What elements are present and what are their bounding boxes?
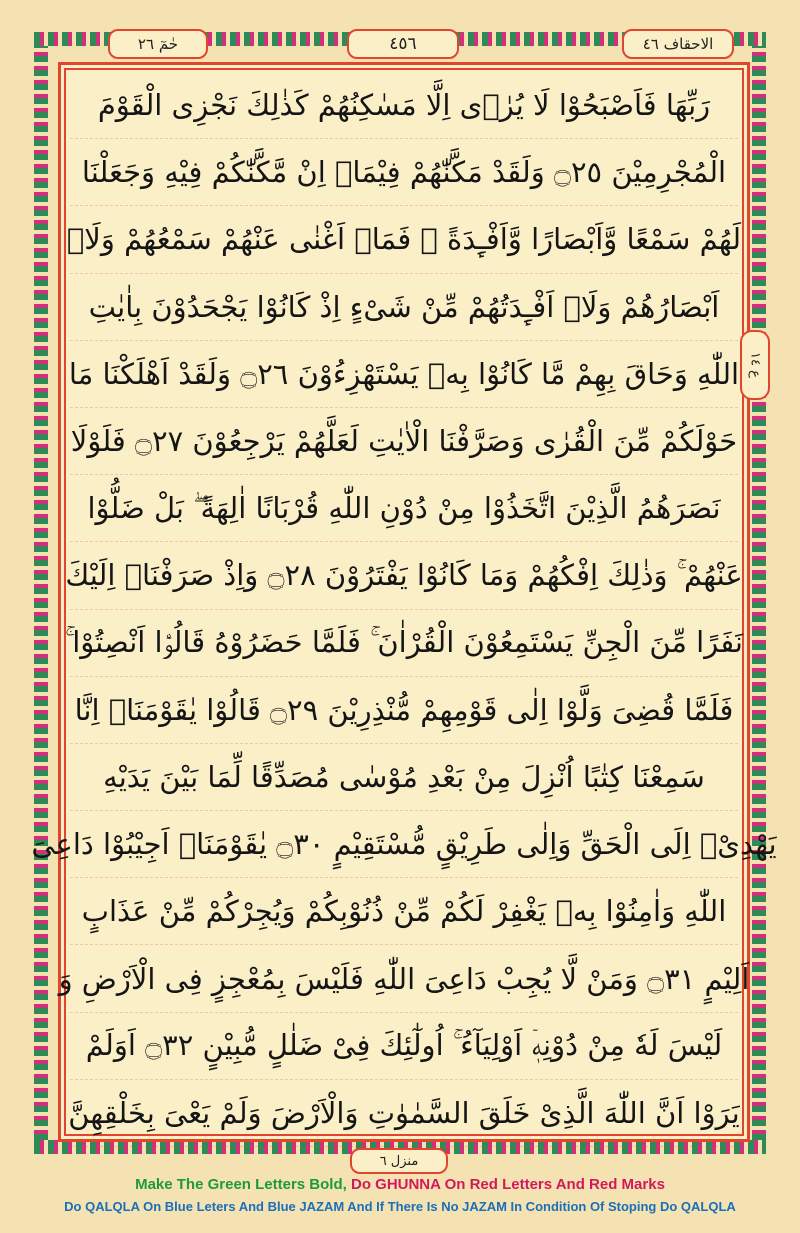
page-header [62, 25, 738, 59]
ayah-line-12: يَهْدِىْۤ اِلَى الْحَقِّ وَاِلٰى طَرِيْقٍ مُّسْتَقِيْمٍ ۝٣٠ يٰقَوْمَنَاۤ اَجِيْبُوْا دَاعِىَ [70, 811, 738, 878]
tajweed-instruction-2: Do QALQLA On Blue Leters And Blue JAZAM And If There Is No JAZAM In Condition Of Stoping Do QALQLA [64, 1199, 736, 1214]
ayah-line-4: اَبْصَارُهُمْ وَلَاۤ اَفْـِٕدَتُهُمْ مِّنْ شَىْءٍ اِذْ كَانُوْا يَجْحَدُوْنَ بِاٰيٰتِ [70, 274, 738, 341]
page-number: ٤٥٦ [347, 29, 459, 59]
tajweed-instruction-1 [0, 1176, 800, 1193]
ayah-line-6: حَوْلَكُمْ مِّنَ الْقُرٰى وَصَرَّفْنَا الْاٰيٰتِ لَعَلَّهُمْ يَرْجِعُوْنَ ۝٢٧ فَلَوْلَا [70, 408, 738, 475]
ayah-line-16: يَرَوْا اَنَّ اللّٰهَ الَّذِىْ خَلَقَ السَّمٰوٰتِ وَالْاَرْضَ وَلَمْ يَعْىَ بِخَلْقِهِنَّ [70, 1080, 738, 1147]
ayah-line-7: نَصَرَهُمُ الَّذِيْنَ اتَّخَذُوْا مِنْ دُوْنِ اللّٰهِ قُرْبَانًا اٰلِهَةً ۖ بَلْ ضَلُّوْا [70, 475, 738, 542]
ruku-marker: ع ١٤ [740, 330, 770, 400]
ayah-line-3: لَهُمْ سَمْعًا وَّاَبْصَارًا وَّاَفْـِٕدَةً ۖ فَمَاۤ اَغْنٰى عَنْهُمْ سَمْعُهُمْ وَلَاۤ [70, 206, 738, 273]
ayah-line-13: اللّٰهِ وَاٰمِنُوْا بِهٖ يَغْفِرْ لَكُمْ مِّنْ ذُنُوْبِكُمْ وَيُجِرْكُمْ مِّنْ عَذَابٍ [70, 878, 738, 945]
ayah-line-14: اَلِيْمٍ ۝٣١ وَمَنْ لَّا يُجِبْ دَاعِىَ اللّٰهِ فَلَيْسَ بِمُعْجِزٍ فِى الْاَرْضِ وَ [70, 945, 738, 1012]
juz-label: حٰمٓ ٢٦ [108, 29, 208, 59]
instruction-green-text: Make The Green Letters Bold, [135, 1176, 347, 1193]
surah-label: الاحقاف ٤٦ [622, 29, 734, 59]
ayah-line-1: رَبِّهَا فَاَصْبَحُوْا لَا يُرٰۤى اِلَّا مَسٰكِنُهُمْ كَذٰلِكَ نَجْزِى الْقَوْمَ [70, 72, 738, 139]
ayah-line-9: نَفَرًا مِّنَ الْجِنِّ يَسْتَمِعُوْنَ الْقُرْاٰنَ ۚ فَلَمَّا حَضَرُوْهُ قَالُوْۤا اَنْصِتُوْا ۚ [70, 610, 738, 677]
ayah-line-15: لَيْسَ لَهٗ مِنْ دُوْنِهٖۤ اَوْلِيَآءُ ۚ اُولٰٓئِكَ فِىْ ضَلٰلٍ مُّبِيْنٍ ۝٣٢ اَوَلَمْ [70, 1013, 738, 1080]
ayah-line-11: سَمِعْنَا كِتٰبًا اُنْزِلَ مِنْ بَعْدِ مُوْسٰى مُصَدِّقًا لِّمَا بَيْنَ يَدَيْهِ [70, 744, 738, 811]
manzil-label: منزل ٦ [350, 1148, 448, 1174]
ayah-line-5: اللّٰهِ وَحَاقَ بِهِمْ مَّا كَانُوْا بِهٖ يَسْتَهْزِءُوْنَ ۝٢٦ وَلَقَدْ اَهْلَكْنَا مَا [70, 341, 738, 408]
ayah-line-10: فَلَمَّا قُضِىَ وَلَّوْا اِلٰى قَوْمِهِمْ مُّنْذِرِيْنَ ۝٢٩ قَالُوْا يٰقَوْمَنَاۤ اِنَّا [70, 677, 738, 744]
instruction-red-text: Do GHUNNA On Red Letters And Red Marks [350, 1176, 665, 1193]
ayah-line-8: عَنْهُمْ ۚ وَذٰلِكَ اِفْكُهُمْ وَمَا كَانُوْا يَفْتَرُوْنَ ۝٢٨ وَاِذْ صَرَفْنَاۤ اِلَيْكَ [70, 542, 738, 609]
ayah-line-2: الْمُجْرِمِيْنَ ۝٢٥ وَلَقَدْ مَكَّنّٰهُمْ فِيْمَاۤ اِنْ مَّكَّنّٰكُمْ فِيْهِ وَجَعَلْنَا [70, 139, 738, 206]
